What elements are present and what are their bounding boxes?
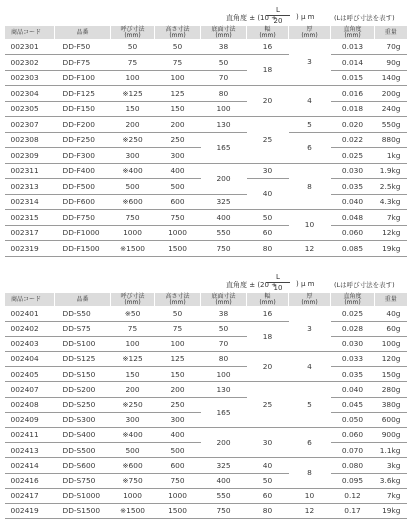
cell-nominal-size: ※125 — [111, 86, 155, 102]
cell-weight: 880g — [375, 132, 407, 148]
header-weight: 重量 — [375, 293, 407, 306]
cell-height: 125 — [155, 352, 201, 367]
cell-base-size: 70 — [201, 336, 247, 351]
cell-product-code: 002403 — [5, 336, 55, 351]
cell-squareness: 0.070 — [331, 443, 375, 458]
cell-weight: 380g — [375, 397, 407, 412]
cell-product-code: 002402 — [5, 321, 55, 336]
cell-height: 500 — [155, 179, 201, 195]
cell-product-code: 002409 — [5, 412, 55, 427]
cell-model-number: DD-S600 — [55, 458, 111, 473]
cell-weight: 3.6kg — [375, 473, 407, 488]
header-width: 幅 (mm) — [247, 293, 289, 306]
formula-denominator: 20 — [273, 17, 283, 25]
cell-base-size: 100 — [201, 101, 247, 117]
cell-height: 75 — [155, 55, 201, 71]
cell-base-size: 100 — [201, 367, 247, 382]
cell-product-code: 002419 — [5, 503, 55, 518]
cell-weight: 2.5kg — [375, 179, 407, 195]
cell-height: 200 — [155, 382, 201, 397]
table-row — [5, 352, 407, 367]
formula-fraction — [262, 6, 294, 25]
cell-height: 1500 — [155, 241, 201, 257]
header-weight: 重量 — [375, 26, 407, 39]
cell-height: 125 — [155, 86, 201, 102]
cell-weight: 19kg — [375, 241, 407, 257]
spec-table-f-series — [4, 26, 407, 257]
cell-squareness: 0.028 — [331, 321, 375, 336]
cell-squareness: 0.030 — [331, 336, 375, 351]
formula-label: 直角度 ± (20 + — [226, 281, 278, 289]
cell-model-number: DD-S1500 — [55, 503, 111, 518]
fraction-bar — [266, 282, 290, 283]
cell-nominal-size: ※750 — [111, 473, 155, 488]
cell-base-size: 750 — [201, 241, 247, 257]
cell-base-size: 400 — [201, 210, 247, 226]
table-row — [5, 458, 407, 473]
cell-weight: 200g — [375, 86, 407, 102]
cell-model-number: DD-S150 — [55, 367, 111, 382]
cell-nominal-size: ※400 — [111, 428, 155, 443]
header-base-size: 底面寸法 (mm) — [201, 26, 247, 39]
cell-model-number: DD-S50 — [55, 306, 111, 321]
cell-product-code: 002401 — [5, 306, 55, 321]
cell-weight: 4.3kg — [375, 194, 407, 210]
cell-height: 400 — [155, 428, 201, 443]
cell-product-code: 002308 — [5, 132, 55, 148]
cell-model-number: DD-S750 — [55, 473, 111, 488]
cell-nominal-size: 100 — [111, 336, 155, 351]
table-row — [5, 117, 407, 133]
cell-width: 60 — [247, 225, 289, 241]
cell-width: 50 — [247, 473, 289, 488]
cell-squareness: 0.045 — [331, 397, 375, 412]
cell-base-size: 325 — [201, 194, 247, 210]
cell-product-code: 002303 — [5, 70, 55, 86]
cell-height: 250 — [155, 397, 201, 412]
cell-base-size: 200 — [201, 163, 247, 194]
cell-weight: 900g — [375, 428, 407, 443]
cell-base-size: 400 — [201, 473, 247, 488]
cell-height: 500 — [155, 443, 201, 458]
cell-model-number: DD-F150 — [55, 101, 111, 117]
cell-product-code: 002302 — [5, 55, 55, 71]
cell-model-number: DD-F1000 — [55, 225, 111, 241]
cell-weight: 7kg — [375, 210, 407, 226]
cell-product-code: 002301 — [5, 39, 55, 55]
header-thickness: 厚 (mm) — [289, 293, 331, 306]
cell-product-code: 002307 — [5, 117, 55, 133]
fraction-bar — [266, 15, 290, 16]
cell-height: 1000 — [155, 488, 201, 503]
cell-thickness: 8 — [289, 163, 331, 210]
cell-thickness: 4 — [289, 352, 331, 382]
cell-thickness: 10 — [289, 488, 331, 503]
cell-squareness: 0.030 — [331, 163, 375, 179]
cell-nominal-size: 1000 — [111, 488, 155, 503]
cell-width: 60 — [247, 488, 289, 503]
cell-nominal-size: ※1500 — [111, 241, 155, 257]
cell-height: 250 — [155, 132, 201, 148]
cell-squareness: 0.060 — [331, 225, 375, 241]
cell-width: 16 — [247, 39, 289, 55]
cell-nominal-size: ※250 — [111, 397, 155, 412]
cell-base-size: 38 — [201, 306, 247, 321]
formula-unit: ) μ m — [296, 280, 315, 288]
cell-weight: 550g — [375, 117, 407, 133]
cell-model-number: DD-S300 — [55, 412, 111, 427]
table-row — [5, 101, 407, 117]
spec-table-s-series — [4, 293, 407, 519]
cell-product-code: 002417 — [5, 488, 55, 503]
cell-thickness: 5 — [289, 382, 331, 428]
cell-product-code: 002319 — [5, 241, 55, 257]
cell-weight: 600g — [375, 412, 407, 427]
cell-base-size: 70 — [201, 70, 247, 86]
cell-nominal-size: 75 — [111, 55, 155, 71]
cell-squareness: 0.015 — [331, 70, 375, 86]
cell-nominal-size: 300 — [111, 412, 155, 427]
cell-weight: 240g — [375, 101, 407, 117]
cell-model-number: DD-S250 — [55, 397, 111, 412]
cell-product-code: 002405 — [5, 367, 55, 382]
cell-base-size: 200 — [201, 428, 247, 458]
cell-height: 75 — [155, 321, 201, 336]
cell-thickness: 10 — [289, 210, 331, 241]
cell-thickness: 5 — [289, 117, 331, 133]
cell-nominal-size: ※125 — [111, 352, 155, 367]
cell-nominal-size: 50 — [111, 39, 155, 55]
cell-squareness: 0.025 — [331, 306, 375, 321]
cell-squareness: 0.17 — [331, 503, 375, 518]
formula-denominator: 10 — [273, 284, 283, 292]
table-row — [5, 397, 407, 412]
header-product-code: 商品コード — [5, 293, 55, 306]
cell-model-number: DD-F75 — [55, 55, 111, 71]
cell-weight: 1.9kg — [375, 163, 407, 179]
header-width: 幅 (mm) — [247, 26, 289, 39]
formula-fraction — [262, 273, 294, 292]
cell-weight: 7kg — [375, 488, 407, 503]
cell-height: 50 — [155, 306, 201, 321]
cell-product-code: 002305 — [5, 101, 55, 117]
cell-height: 200 — [155, 117, 201, 133]
cell-base-size: 165 — [201, 397, 247, 427]
cell-base-size: 50 — [201, 321, 247, 336]
cell-nominal-size: 750 — [111, 210, 155, 226]
table-row — [5, 306, 407, 321]
header-height: 高さ寸法 (mm) — [155, 26, 201, 39]
section-s-series — [4, 271, 406, 519]
cell-weight: 3kg — [375, 458, 407, 473]
cell-base-size: 80 — [201, 86, 247, 102]
cell-product-code: 002404 — [5, 352, 55, 367]
cell-height: 300 — [155, 412, 201, 427]
cell-product-code: 002304 — [5, 86, 55, 102]
cell-height: 400 — [155, 163, 201, 179]
cell-weight: 140g — [375, 70, 407, 86]
cell-width: 30 — [247, 428, 289, 458]
cell-nominal-size: 75 — [111, 321, 155, 336]
cell-width: 20 — [247, 352, 289, 382]
cell-weight: 70g — [375, 39, 407, 55]
cell-width: 80 — [247, 241, 289, 257]
cell-squareness: 0.020 — [331, 117, 375, 133]
cell-thickness: 8 — [289, 458, 331, 488]
header-model-number: 品番 — [55, 293, 111, 306]
cell-base-size: 325 — [201, 458, 247, 473]
cell-width: 40 — [247, 179, 289, 210]
header-base-size: 底面寸法 (mm) — [201, 293, 247, 306]
cell-squareness: 0.018 — [331, 101, 375, 117]
formula-label: 直角度 ± (10 + — [226, 14, 278, 22]
cell-weight: 90g — [375, 55, 407, 71]
cell-squareness: 0.035 — [331, 367, 375, 382]
header-nominal-size: 呼び寸法 (mm) — [111, 26, 155, 39]
cell-thickness: 3 — [289, 39, 331, 86]
cell-model-number: DD-F200 — [55, 117, 111, 133]
table-row — [5, 428, 407, 443]
table-row — [5, 55, 407, 71]
header-squareness: 直角度 (mm) — [331, 26, 375, 39]
cell-model-number: DD-S1000 — [55, 488, 111, 503]
table-row — [5, 39, 407, 55]
formula-unit: ) μ m — [296, 13, 315, 21]
cell-product-code: 002313 — [5, 179, 55, 195]
header-product-code: 商品コード — [5, 26, 55, 39]
cell-product-code: 002416 — [5, 473, 55, 488]
cell-nominal-size: 500 — [111, 179, 155, 195]
header-squareness: 直角度 (mm) — [331, 293, 375, 306]
cell-model-number: DD-S125 — [55, 352, 111, 367]
cell-squareness: 0.014 — [331, 55, 375, 71]
cell-product-code: 002407 — [5, 382, 55, 397]
cell-model-number: DD-F750 — [55, 210, 111, 226]
cell-nominal-size: 100 — [111, 70, 155, 86]
cell-nominal-size: ※50 — [111, 306, 155, 321]
cell-product-code: 002414 — [5, 458, 55, 473]
formula-note: (Lは呼び寸法を表す) — [334, 281, 395, 289]
cell-squareness: 0.080 — [331, 458, 375, 473]
cell-thickness: 3 — [289, 306, 331, 352]
formula-numerator: L — [276, 273, 280, 281]
cell-squareness: 0.060 — [331, 428, 375, 443]
cell-nominal-size: 200 — [111, 382, 155, 397]
cell-product-code: 002311 — [5, 163, 55, 179]
cell-weight: 40g — [375, 306, 407, 321]
cell-nominal-size: ※600 — [111, 458, 155, 473]
cell-height: 1500 — [155, 503, 201, 518]
formula-numerator: L — [276, 6, 280, 14]
cell-width: 50 — [247, 210, 289, 226]
cell-base-size: 130 — [201, 117, 247, 133]
header-thickness: 厚 (mm) — [289, 26, 331, 39]
cell-model-number: DD-S100 — [55, 336, 111, 351]
cell-squareness: 0.12 — [331, 488, 375, 503]
cell-nominal-size: 500 — [111, 443, 155, 458]
cell-squareness: 0.048 — [331, 210, 375, 226]
cell-nominal-size: 150 — [111, 367, 155, 382]
cell-weight: 150g — [375, 367, 407, 382]
header-model-number: 品番 — [55, 26, 111, 39]
cell-nominal-size: 1000 — [111, 225, 155, 241]
table-row — [5, 241, 407, 257]
cell-model-number: DD-S500 — [55, 443, 111, 458]
cell-height: 150 — [155, 101, 201, 117]
cell-product-code: 002408 — [5, 397, 55, 412]
cell-product-code: 002411 — [5, 428, 55, 443]
cell-squareness: 0.040 — [331, 382, 375, 397]
cell-model-number: DD-F300 — [55, 148, 111, 164]
cell-nominal-size: ※1500 — [111, 503, 155, 518]
cell-base-size: 550 — [201, 488, 247, 503]
cell-base-size: 38 — [201, 39, 247, 55]
cell-width: 40 — [247, 458, 289, 473]
cell-squareness: 0.022 — [331, 132, 375, 148]
cell-base-size: 165 — [201, 132, 247, 163]
cell-nominal-size: 150 — [111, 101, 155, 117]
header-height: 高さ寸法 (mm) — [155, 293, 201, 306]
cell-height: 750 — [155, 473, 201, 488]
cell-squareness: 0.025 — [331, 148, 375, 164]
cell-weight: 19kg — [375, 503, 407, 518]
table-row — [5, 382, 407, 397]
cell-nominal-size: ※600 — [111, 194, 155, 210]
cell-height: 300 — [155, 148, 201, 164]
cell-base-size: 130 — [201, 382, 247, 397]
cell-height: 150 — [155, 367, 201, 382]
cell-base-size: 750 — [201, 503, 247, 518]
cell-model-number: DD-F500 — [55, 179, 111, 195]
table-row — [5, 194, 407, 210]
cell-squareness: 0.035 — [331, 179, 375, 195]
table-row — [5, 70, 407, 86]
cell-nominal-size: ※250 — [111, 132, 155, 148]
cell-width: 25 — [247, 117, 289, 164]
cell-width: 16 — [247, 306, 289, 321]
cell-height: 100 — [155, 70, 201, 86]
cell-product-code: 002413 — [5, 443, 55, 458]
cell-squareness: 0.040 — [331, 194, 375, 210]
header-nominal-size: 呼び寸法 (mm) — [111, 293, 155, 306]
cell-model-number: DD-F1500 — [55, 241, 111, 257]
cell-squareness: 0.050 — [331, 412, 375, 427]
table-row — [5, 163, 407, 179]
cell-thickness: 6 — [289, 132, 331, 163]
cell-product-code: 002317 — [5, 225, 55, 241]
cell-thickness: 12 — [289, 503, 331, 518]
cell-model-number: DD-S75 — [55, 321, 111, 336]
cell-squareness: 0.033 — [331, 352, 375, 367]
squareness-formula — [4, 271, 406, 293]
cell-width: 18 — [247, 55, 289, 86]
table-row — [5, 488, 407, 503]
cell-weight: 100g — [375, 336, 407, 351]
cell-nominal-size: 200 — [111, 117, 155, 133]
cell-model-number: DD-S400 — [55, 428, 111, 443]
cell-height: 1000 — [155, 225, 201, 241]
cell-width: 30 — [247, 163, 289, 179]
cell-model-number: DD-F600 — [55, 194, 111, 210]
cell-weight: 120g — [375, 352, 407, 367]
cell-height: 750 — [155, 210, 201, 226]
table-row — [5, 503, 407, 518]
cell-nominal-size: ※400 — [111, 163, 155, 179]
table-row — [5, 210, 407, 226]
cell-height: 600 — [155, 194, 201, 210]
cell-weight: 1.1kg — [375, 443, 407, 458]
table-row — [5, 321, 407, 336]
cell-model-number: DD-F100 — [55, 70, 111, 86]
section-f-series — [4, 4, 406, 257]
cell-model-number: DD-F50 — [55, 39, 111, 55]
cell-thickness: 6 — [289, 428, 331, 458]
cell-product-code: 002309 — [5, 148, 55, 164]
table-row — [5, 473, 407, 488]
cell-model-number: DD-F125 — [55, 86, 111, 102]
cell-squareness: 0.095 — [331, 473, 375, 488]
formula-note: (Lは呼び寸法を表す) — [334, 14, 395, 22]
cell-squareness: 0.013 — [331, 39, 375, 55]
table-row — [5, 367, 407, 382]
cell-product-code: 002314 — [5, 194, 55, 210]
cell-height: 600 — [155, 458, 201, 473]
cell-weight: 1kg — [375, 148, 407, 164]
cell-weight: 60g — [375, 321, 407, 336]
cell-squareness: 0.085 — [331, 241, 375, 257]
table-row — [5, 336, 407, 351]
cell-model-number: DD-F250 — [55, 132, 111, 148]
cell-model-number: DD-S200 — [55, 382, 111, 397]
cell-squareness: 0.016 — [331, 86, 375, 102]
cell-width: 20 — [247, 86, 289, 117]
cell-thickness: 12 — [289, 241, 331, 257]
table-row — [5, 86, 407, 102]
cell-nominal-size: 300 — [111, 148, 155, 164]
cell-height: 100 — [155, 336, 201, 351]
cell-model-number: DD-F400 — [55, 163, 111, 179]
cell-width: 18 — [247, 321, 289, 351]
cell-weight: 12kg — [375, 225, 407, 241]
cell-product-code: 002315 — [5, 210, 55, 226]
cell-width: 80 — [247, 503, 289, 518]
cell-height: 50 — [155, 39, 201, 55]
squareness-formula — [4, 4, 406, 26]
cell-weight: 280g — [375, 382, 407, 397]
cell-base-size: 550 — [201, 225, 247, 241]
table-row — [5, 225, 407, 241]
cell-base-size: 80 — [201, 352, 247, 367]
cell-thickness: 4 — [289, 86, 331, 117]
cell-base-size: 50 — [201, 55, 247, 71]
table-row — [5, 132, 407, 148]
cell-width: 25 — [247, 382, 289, 428]
